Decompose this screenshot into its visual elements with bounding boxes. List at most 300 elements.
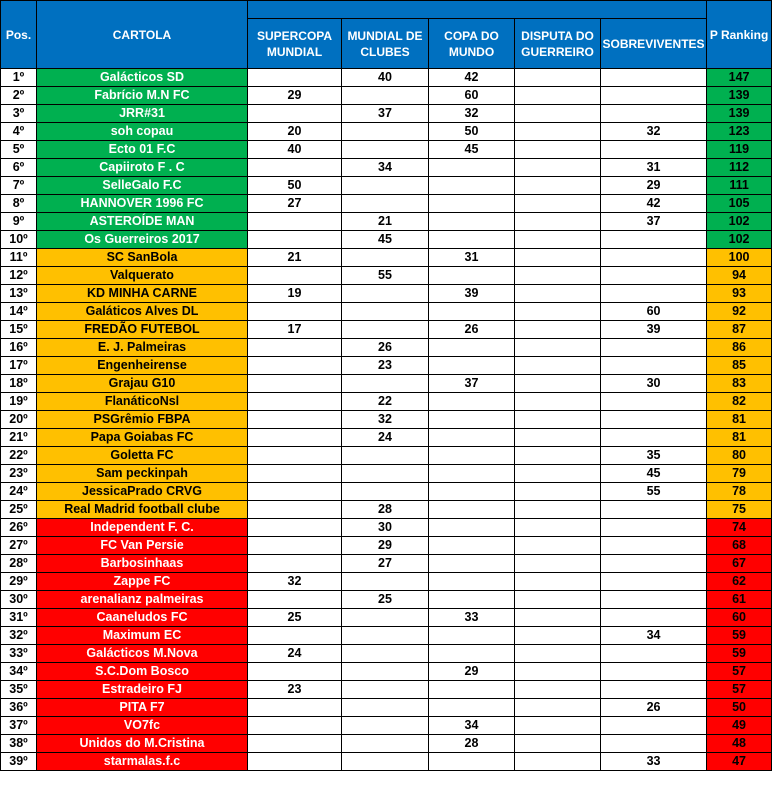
supercopa-cell: 40 [248, 141, 342, 159]
mundial-cell [342, 465, 429, 483]
supercopa-cell: 32 [248, 573, 342, 591]
table-row [1, 159, 772, 177]
sobreviventes-cell: 55 [601, 483, 707, 501]
mundial-cell: 37 [342, 105, 429, 123]
team-name-cell: Galácticos SD [37, 69, 248, 87]
copa-cell: 39 [429, 285, 515, 303]
copa-cell [429, 213, 515, 231]
team-name-cell: Capiiroto F . C [37, 159, 248, 177]
supercopa-cell [248, 699, 342, 717]
disputa-cell [515, 447, 601, 465]
team-name-cell: Real Madrid football clube [37, 501, 248, 519]
copa-cell [429, 429, 515, 447]
mundial-cell: 29 [342, 537, 429, 555]
ranking-points-cell: 123 [707, 123, 772, 141]
supercopa-cell [248, 357, 342, 375]
ranking-points-cell: 75 [707, 501, 772, 519]
ranking-points-cell: 92 [707, 303, 772, 321]
supercopa-cell [248, 483, 342, 501]
sobreviventes-cell: 34 [601, 627, 707, 645]
header-disputa: DISPUTA DO GUERREIRO [515, 19, 601, 69]
ranking-points-cell: 87 [707, 321, 772, 339]
mundial-cell [342, 87, 429, 105]
mundial-cell [342, 609, 429, 627]
position-cell: 31º [1, 609, 37, 627]
table-row [1, 483, 772, 501]
team-name-cell: FREDÃO FUTEBOL [37, 321, 248, 339]
team-name-cell: Independent F. C. [37, 519, 248, 537]
ranking-points-cell: 139 [707, 105, 772, 123]
position-cell: 4º [1, 123, 37, 141]
mundial-cell [342, 375, 429, 393]
ranking-points-cell: 50 [707, 699, 772, 717]
sobreviventes-cell: 37 [601, 213, 707, 231]
disputa-cell [515, 213, 601, 231]
mundial-cell [342, 735, 429, 753]
mundial-cell [342, 681, 429, 699]
table-row [1, 645, 772, 663]
sobreviventes-cell: 42 [601, 195, 707, 213]
sobreviventes-cell: 29 [601, 177, 707, 195]
team-name-cell: Barbosinhaas [37, 555, 248, 573]
disputa-cell [515, 159, 601, 177]
table-row [1, 87, 772, 105]
supercopa-cell: 25 [248, 609, 342, 627]
position-cell: 34º [1, 663, 37, 681]
copa-cell [429, 231, 515, 249]
supercopa-cell [248, 411, 342, 429]
copa-cell [429, 393, 515, 411]
supercopa-cell: 19 [248, 285, 342, 303]
supercopa-cell [248, 735, 342, 753]
mundial-cell: 25 [342, 591, 429, 609]
team-name-cell: soh copau [37, 123, 248, 141]
disputa-cell [515, 339, 601, 357]
sobreviventes-cell [601, 429, 707, 447]
table-row [1, 681, 772, 699]
ranking-points-cell: 93 [707, 285, 772, 303]
table-row [1, 231, 772, 249]
sobreviventes-cell [601, 249, 707, 267]
position-cell: 5º [1, 141, 37, 159]
table-row [1, 141, 772, 159]
team-name-cell: Sam peckinpah [37, 465, 248, 483]
mundial-cell [342, 285, 429, 303]
disputa-cell [515, 123, 601, 141]
ranking-points-cell: 86 [707, 339, 772, 357]
team-name-cell: Galáticos Alves DL [37, 303, 248, 321]
supercopa-cell [248, 447, 342, 465]
header-group-band [248, 1, 707, 19]
position-cell: 26º [1, 519, 37, 537]
mundial-cell [342, 699, 429, 717]
table-row [1, 195, 772, 213]
disputa-cell [515, 285, 601, 303]
position-cell: 17º [1, 357, 37, 375]
team-name-cell: PITA F7 [37, 699, 248, 717]
mundial-cell: 23 [342, 357, 429, 375]
copa-cell [429, 483, 515, 501]
sobreviventes-cell [601, 285, 707, 303]
table-header [1, 1, 772, 69]
table-row [1, 213, 772, 231]
sobreviventes-cell [601, 555, 707, 573]
ranking-points-cell: 94 [707, 267, 772, 285]
team-name-cell: Engenheirense [37, 357, 248, 375]
team-name-cell: starmalas.f.c [37, 753, 248, 771]
position-cell: 36º [1, 699, 37, 717]
copa-cell: 31 [429, 249, 515, 267]
supercopa-cell [248, 105, 342, 123]
header-pos: Pos. [1, 1, 37, 69]
supercopa-cell: 23 [248, 681, 342, 699]
copa-cell [429, 195, 515, 213]
position-cell: 15º [1, 321, 37, 339]
supercopa-cell [248, 519, 342, 537]
ranking-points-cell: 111 [707, 177, 772, 195]
supercopa-cell: 50 [248, 177, 342, 195]
position-cell: 24º [1, 483, 37, 501]
copa-cell: 33 [429, 609, 515, 627]
position-cell: 19º [1, 393, 37, 411]
supercopa-cell [248, 753, 342, 771]
position-cell: 10º [1, 231, 37, 249]
sobreviventes-cell [601, 231, 707, 249]
mundial-cell [342, 573, 429, 591]
disputa-cell [515, 645, 601, 663]
table-row [1, 285, 772, 303]
mundial-cell: 22 [342, 393, 429, 411]
copa-cell [429, 303, 515, 321]
disputa-cell [515, 663, 601, 681]
copa-cell: 37 [429, 375, 515, 393]
sobreviventes-cell [601, 339, 707, 357]
disputa-cell [515, 69, 601, 87]
sobreviventes-cell [601, 645, 707, 663]
position-cell: 13º [1, 285, 37, 303]
sobreviventes-cell: 39 [601, 321, 707, 339]
supercopa-cell: 29 [248, 87, 342, 105]
disputa-cell [515, 591, 601, 609]
header-cartola: CARTOLA [37, 1, 248, 69]
copa-cell: 28 [429, 735, 515, 753]
table-row [1, 339, 772, 357]
supercopa-cell [248, 375, 342, 393]
mundial-cell: 40 [342, 69, 429, 87]
mundial-cell [342, 717, 429, 735]
team-name-cell: JRR#31 [37, 105, 248, 123]
ranking-points-cell: 48 [707, 735, 772, 753]
copa-cell: 34 [429, 717, 515, 735]
team-name-cell: Galácticos M.Nova [37, 645, 248, 663]
supercopa-cell: 20 [248, 123, 342, 141]
ranking-points-cell: 47 [707, 753, 772, 771]
team-name-cell: KD MINHA CARNE [37, 285, 248, 303]
supercopa-cell [248, 537, 342, 555]
table-row [1, 303, 772, 321]
supercopa-cell: 24 [248, 645, 342, 663]
copa-cell: 32 [429, 105, 515, 123]
sobreviventes-cell [601, 141, 707, 159]
team-name-cell: ASTEROÍDE MAN [37, 213, 248, 231]
sobreviventes-cell: 32 [601, 123, 707, 141]
table-row [1, 753, 772, 771]
team-name-cell: Valquerato [37, 267, 248, 285]
mundial-cell: 34 [342, 159, 429, 177]
table-row [1, 393, 772, 411]
sobreviventes-cell [601, 573, 707, 591]
position-cell: 3º [1, 105, 37, 123]
sobreviventes-cell [601, 267, 707, 285]
mundial-cell [342, 663, 429, 681]
table-row [1, 519, 772, 537]
ranking-points-cell: 112 [707, 159, 772, 177]
disputa-cell [515, 519, 601, 537]
team-name-cell: S.C.Dom Bosco [37, 663, 248, 681]
mundial-cell: 28 [342, 501, 429, 519]
sobreviventes-cell [601, 735, 707, 753]
position-cell: 27º [1, 537, 37, 555]
table-row [1, 591, 772, 609]
table-row [1, 447, 772, 465]
copa-cell [429, 753, 515, 771]
table-row [1, 573, 772, 591]
sobreviventes-cell [601, 609, 707, 627]
header-copa: COPA DO MUNDO [429, 19, 515, 69]
supercopa-cell [248, 627, 342, 645]
mundial-cell [342, 249, 429, 267]
ranking-points-cell: 62 [707, 573, 772, 591]
team-name-cell: Estradeiro FJ [37, 681, 248, 699]
sobreviventes-cell [601, 591, 707, 609]
mundial-cell: 55 [342, 267, 429, 285]
sobreviventes-cell: 35 [601, 447, 707, 465]
sobreviventes-cell [601, 87, 707, 105]
ranking-points-cell: 102 [707, 213, 772, 231]
copa-cell [429, 645, 515, 663]
copa-cell [429, 519, 515, 537]
disputa-cell [515, 537, 601, 555]
team-name-cell: Grajau G10 [37, 375, 248, 393]
team-name-cell: Maximum EC [37, 627, 248, 645]
ranking-points-cell: 85 [707, 357, 772, 375]
disputa-cell [515, 141, 601, 159]
disputa-cell [515, 105, 601, 123]
supercopa-cell [248, 339, 342, 357]
ranking-points-cell: 61 [707, 591, 772, 609]
supercopa-cell [248, 69, 342, 87]
ranking-points-cell: 83 [707, 375, 772, 393]
disputa-cell [515, 375, 601, 393]
team-name-cell: SC SanBola [37, 249, 248, 267]
header-ranking: P Ranking [707, 1, 772, 69]
sobreviventes-cell [601, 411, 707, 429]
mundial-cell [342, 123, 429, 141]
mundial-cell [342, 321, 429, 339]
ranking-points-cell: 139 [707, 87, 772, 105]
position-cell: 1º [1, 69, 37, 87]
table-row [1, 717, 772, 735]
sobreviventes-cell: 31 [601, 159, 707, 177]
disputa-cell [515, 627, 601, 645]
position-cell: 39º [1, 753, 37, 771]
supercopa-cell [248, 393, 342, 411]
ranking-points-cell: 119 [707, 141, 772, 159]
supercopa-cell [248, 717, 342, 735]
copa-cell [429, 537, 515, 555]
sobreviventes-cell: 60 [601, 303, 707, 321]
table-row [1, 411, 772, 429]
position-cell: 29º [1, 573, 37, 591]
team-name-cell: Os Guerreiros 2017 [37, 231, 248, 249]
disputa-cell [515, 753, 601, 771]
team-name-cell: Papa Goiabas FC [37, 429, 248, 447]
ranking-points-cell: 82 [707, 393, 772, 411]
position-cell: 14º [1, 303, 37, 321]
header-supercopa: SUPERCOPA MUNDIAL [248, 19, 342, 69]
position-cell: 9º [1, 213, 37, 231]
sobreviventes-cell: 30 [601, 375, 707, 393]
header-sobreviventes: SOBREVIVENTES [601, 19, 707, 69]
table-row [1, 249, 772, 267]
copa-cell [429, 465, 515, 483]
table-row [1, 465, 772, 483]
copa-cell [429, 267, 515, 285]
copa-cell [429, 357, 515, 375]
sobreviventes-cell [601, 537, 707, 555]
disputa-cell [515, 411, 601, 429]
ranking-points-cell: 59 [707, 645, 772, 663]
ranking-points-cell: 81 [707, 429, 772, 447]
mundial-cell [342, 753, 429, 771]
position-cell: 21º [1, 429, 37, 447]
position-cell: 38º [1, 735, 37, 753]
position-cell: 23º [1, 465, 37, 483]
supercopa-cell [248, 501, 342, 519]
ranking-points-cell: 60 [707, 609, 772, 627]
disputa-cell [515, 699, 601, 717]
mundial-cell [342, 177, 429, 195]
team-name-cell: JessicaPrado CRVG [37, 483, 248, 501]
ranking-points-cell: 59 [707, 627, 772, 645]
ranking-points-cell: 80 [707, 447, 772, 465]
copa-cell [429, 555, 515, 573]
table-row [1, 69, 772, 87]
table-row [1, 177, 772, 195]
ranking-points-cell: 147 [707, 69, 772, 87]
position-cell: 20º [1, 411, 37, 429]
mundial-cell [342, 447, 429, 465]
position-cell: 25º [1, 501, 37, 519]
sobreviventes-cell [601, 105, 707, 123]
table-row [1, 627, 772, 645]
position-cell: 35º [1, 681, 37, 699]
table-row [1, 501, 772, 519]
position-cell: 28º [1, 555, 37, 573]
header-mundial: MUNDIAL DE CLUBES [342, 19, 429, 69]
table-row [1, 267, 772, 285]
ranking-points-cell: 67 [707, 555, 772, 573]
mundial-cell: 30 [342, 519, 429, 537]
disputa-cell [515, 735, 601, 753]
copa-cell: 60 [429, 87, 515, 105]
mundial-cell: 45 [342, 231, 429, 249]
team-name-cell: Caaneludos FC [37, 609, 248, 627]
position-cell: 7º [1, 177, 37, 195]
supercopa-cell [248, 159, 342, 177]
supercopa-cell: 21 [248, 249, 342, 267]
copa-cell: 29 [429, 663, 515, 681]
disputa-cell [515, 573, 601, 591]
disputa-cell [515, 609, 601, 627]
position-cell: 12º [1, 267, 37, 285]
disputa-cell [515, 429, 601, 447]
table-row [1, 357, 772, 375]
position-cell: 8º [1, 195, 37, 213]
sobreviventes-cell: 26 [601, 699, 707, 717]
position-cell: 32º [1, 627, 37, 645]
supercopa-cell [248, 231, 342, 249]
disputa-cell [515, 357, 601, 375]
sobreviventes-cell [601, 69, 707, 87]
position-cell: 18º [1, 375, 37, 393]
copa-cell [429, 627, 515, 645]
disputa-cell [515, 177, 601, 195]
ranking-points-cell: 74 [707, 519, 772, 537]
disputa-cell [515, 483, 601, 501]
position-cell: 37º [1, 717, 37, 735]
position-cell: 33º [1, 645, 37, 663]
supercopa-cell [248, 213, 342, 231]
mundial-cell: 27 [342, 555, 429, 573]
team-name-cell: Fabrício M.N FC [37, 87, 248, 105]
disputa-cell [515, 249, 601, 267]
disputa-cell [515, 501, 601, 519]
supercopa-cell [248, 591, 342, 609]
supercopa-cell: 27 [248, 195, 342, 213]
mundial-cell: 26 [342, 339, 429, 357]
supercopa-cell [248, 267, 342, 285]
copa-cell: 45 [429, 141, 515, 159]
copa-cell: 42 [429, 69, 515, 87]
team-name-cell: FC Van Persie [37, 537, 248, 555]
ranking-points-cell: 102 [707, 231, 772, 249]
team-name-cell: FlanáticoNsl [37, 393, 248, 411]
sobreviventes-cell [601, 519, 707, 537]
disputa-cell [515, 717, 601, 735]
disputa-cell [515, 555, 601, 573]
sobreviventes-cell [601, 717, 707, 735]
disputa-cell [515, 321, 601, 339]
table-row [1, 429, 772, 447]
ranking-points-cell: 57 [707, 663, 772, 681]
disputa-cell [515, 303, 601, 321]
copa-cell [429, 411, 515, 429]
supercopa-cell [248, 303, 342, 321]
disputa-cell [515, 87, 601, 105]
team-name-cell: VO7fc [37, 717, 248, 735]
sobreviventes-cell [601, 357, 707, 375]
mundial-cell [342, 483, 429, 501]
supercopa-cell [248, 465, 342, 483]
ranking-points-cell: 49 [707, 717, 772, 735]
copa-cell [429, 591, 515, 609]
copa-cell [429, 447, 515, 465]
table-row [1, 537, 772, 555]
position-cell: 2º [1, 87, 37, 105]
position-cell: 16º [1, 339, 37, 357]
team-name-cell: HANNOVER 1996 FC [37, 195, 248, 213]
